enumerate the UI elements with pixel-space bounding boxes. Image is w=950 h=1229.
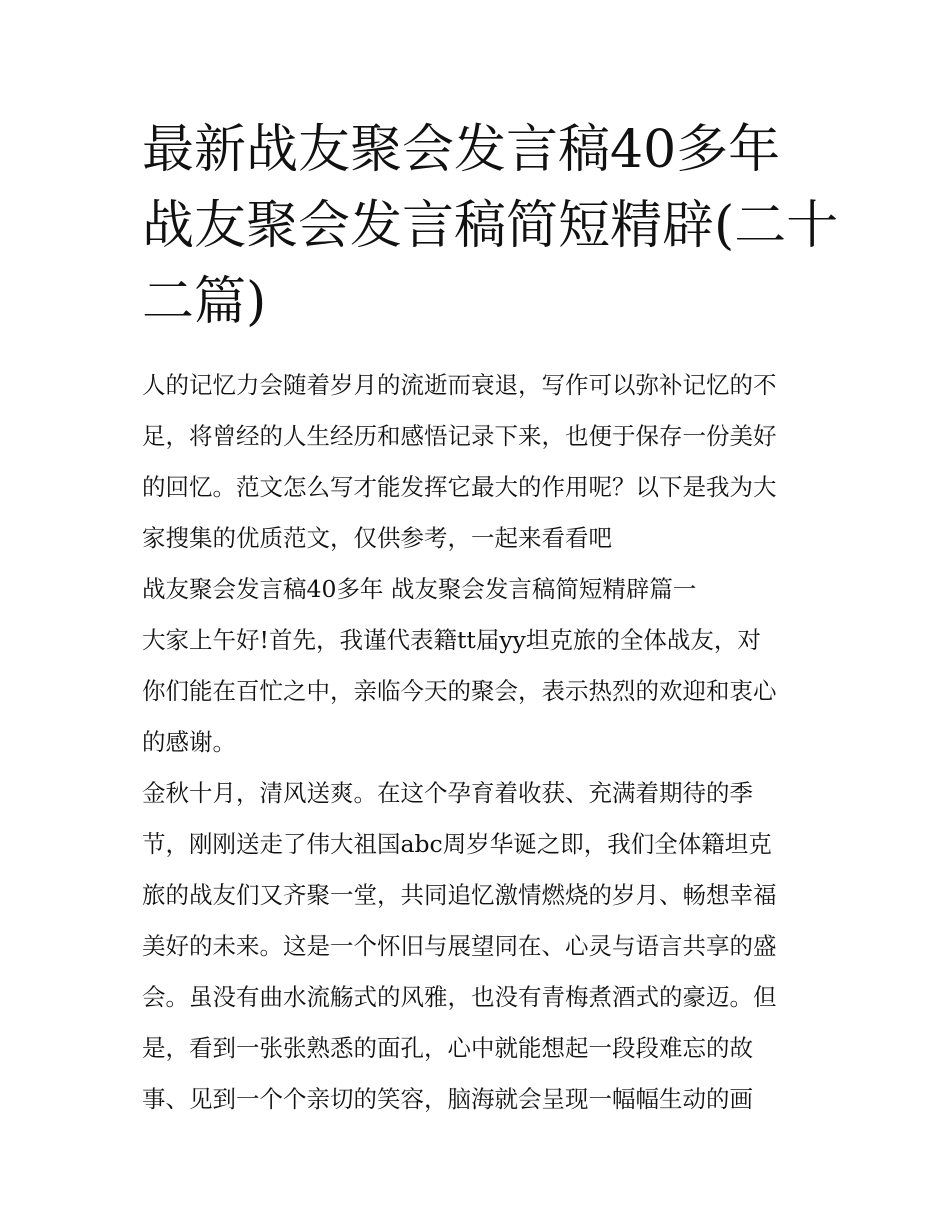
text-line: 是，看到一张张熟悉的面孔，心中就能想起一段段难忘的故 — [142, 1034, 753, 1062]
text-line: 事、见到一个个亲切的笑容，脑海就会呈现一幅幅生动的画 — [142, 1085, 753, 1113]
document-body — [142, 360, 822, 1125]
title-line: 最新战友聚会发言稿40多年 — [142, 120, 781, 180]
document-content — [142, 112, 839, 1125]
text-line: 足，将曾经的人生经历和感悟记录下来，也便于保存一份美好 — [142, 422, 777, 450]
text-line: 会。虽没有曲水流觞式的风雅，也没有青梅煮酒式的豪迈。但 — [142, 983, 777, 1011]
section-heading — [142, 564, 822, 615]
text-line: 人的记忆力会随着岁月的流逝而衰退，写作可以弥补记忆的不 — [142, 371, 777, 399]
document-title — [142, 112, 839, 340]
text-line: 的回忆。范文怎么写才能发挥它最大的作用呢？以下是我为大 — [142, 473, 777, 501]
text-line: 战友聚会发言稿40多年 战友聚会发言稿简短精辟篇一 — [142, 575, 697, 603]
text-line: 美好的未来。这是一个怀旧与展望同在、心灵与语言共享的盛 — [142, 932, 777, 960]
title-line: 战友聚会发言稿简短精辟(二十 — [142, 196, 839, 256]
title-line: 二篇) — [142, 272, 267, 332]
text-line: 节，刚刚送走了伟大祖国abc周岁华诞之即，我们全体籍坦克 — [142, 830, 772, 858]
text-line: 你们能在百忙之中，亲临今天的聚会，表示热烈的欢迎和衷心 — [142, 677, 777, 705]
text-line: 的感谢。 — [142, 728, 236, 756]
intro-paragraph — [142, 360, 822, 564]
body-paragraph — [142, 768, 822, 1125]
greeting-paragraph — [142, 615, 822, 768]
text-line: 金秋十月，清风送爽。在这个孕育着收获、充满着期待的季 — [142, 779, 753, 807]
text-line: 大家上午好!首先，我谨代表籍tt届yy坦克旅的全体战友，对 — [142, 626, 761, 654]
text-line: 旅的战友们又齐聚一堂，共同追忆激情燃烧的岁月、畅想幸福 — [142, 881, 777, 909]
text-line: 家搜集的优质范文，仅供参考，一起来看看吧 — [142, 524, 612, 552]
